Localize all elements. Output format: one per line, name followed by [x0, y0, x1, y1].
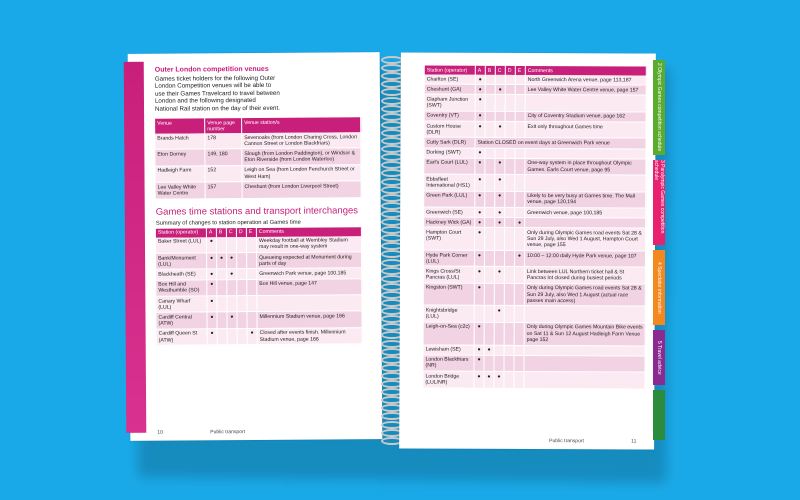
- column-header: A: [475, 66, 485, 75]
- station-name: Kings Cross/St Pancras (LUL): [424, 267, 475, 284]
- table-cell: 157: [205, 182, 242, 199]
- dot-cell: [484, 306, 494, 322]
- dot-cell: [514, 267, 524, 283]
- spiral-ring: [381, 72, 403, 80]
- dot-cell: [494, 355, 504, 371]
- table-cell: Sevenoaks (from London Charing Cross, London Cannon Street or London Blackfriars): [242, 132, 361, 149]
- dot-cell: [237, 279, 247, 295]
- dot-cell: ●: [475, 111, 485, 121]
- stations-table-left: [156, 227, 363, 346]
- dot-cell: [495, 75, 505, 85]
- station-name: Ebbsfleet International (HS1): [424, 174, 475, 191]
- dot-cell: [484, 283, 494, 306]
- column-header: E: [246, 228, 256, 237]
- dot-cell: [505, 158, 515, 174]
- comment-cell: [525, 175, 646, 192]
- dot-cell: [505, 207, 515, 217]
- comment-cell: [525, 148, 646, 159]
- dot-cell: [484, 322, 494, 345]
- dot-cell: [505, 148, 515, 158]
- dot-cell: [217, 269, 227, 279]
- station-name: Bank/Monument (LUL): [156, 253, 207, 270]
- dot-cell: [484, 250, 494, 266]
- dot-cell: ●: [207, 269, 217, 279]
- station-name: Dorking (SWT): [424, 148, 475, 158]
- station-name: Cheshunt (GA): [425, 84, 476, 94]
- dot-cell: ●: [495, 121, 505, 137]
- station-name: Hackney Wick (GA): [424, 217, 475, 227]
- table-row: [424, 250, 646, 267]
- dot-cell: [226, 237, 236, 253]
- table-row: [424, 322, 646, 346]
- station-name: Box Hill and Westhumble (SO): [156, 280, 207, 297]
- dot-cell: [485, 75, 495, 85]
- comment-cell: Queueing expected at Monument during parts of day: [257, 252, 362, 269]
- table-cell: Cutty Sark (DLR): [424, 137, 475, 147]
- dot-cell: [495, 111, 505, 121]
- comment-cell: [524, 306, 645, 323]
- table-header-row: [155, 117, 361, 133]
- dot-cell: [216, 237, 226, 253]
- station-name: Baker Street (LUL): [156, 237, 207, 253]
- table-row: [424, 283, 646, 307]
- dot-cell: [505, 121, 515, 137]
- section-tab: 4 Spectator information: [653, 250, 665, 325]
- dot-cell: [217, 312, 227, 328]
- dot-cell: [246, 237, 256, 253]
- table-row: [156, 295, 362, 313]
- dot-cell: ●: [495, 175, 505, 191]
- dot-cell: ●: [207, 296, 217, 312]
- column-header: B: [485, 66, 495, 75]
- dot-cell: [237, 312, 247, 328]
- dot-cell: [495, 95, 505, 111]
- dot-cell: ●: [207, 312, 217, 328]
- dot-cell: [484, 267, 494, 283]
- dot-cell: [515, 148, 525, 158]
- table-row: [155, 148, 361, 166]
- dot-cell: [505, 175, 515, 191]
- table-cell: 178: [205, 133, 242, 149]
- outer-london-heading: Outer London competition venues: [154, 65, 269, 74]
- comment-cell: City of Coventry Stadium venue, page 162: [525, 111, 646, 122]
- dot-cell: ●: [474, 371, 484, 387]
- column-header: E: [515, 66, 525, 75]
- dot-cell: ●: [475, 218, 485, 228]
- dot-cell: [485, 228, 495, 251]
- dot-cell: ●: [475, 121, 485, 137]
- table-row: [424, 267, 646, 284]
- dot-cell: [217, 279, 227, 295]
- dot-cell: [237, 328, 247, 344]
- comment-cell: Lee Valley White Water Centre venue, page 157: [525, 85, 646, 96]
- dot-cell: [504, 250, 514, 266]
- footer-left: Public transport: [210, 429, 246, 436]
- comment-cell: Exit only throughout Games time: [525, 122, 646, 139]
- dot-cell: ●: [227, 253, 237, 269]
- comment-cell: [257, 295, 362, 312]
- table-row: [425, 94, 647, 111]
- dot-cell: [247, 253, 257, 269]
- comment-cell: One-way system in place throughout Olympic Games. Earls Court venue, page 95: [525, 158, 646, 175]
- dot-cell: [515, 111, 525, 121]
- column-header: Venue station/s: [242, 117, 361, 133]
- dot-cell: ●: [474, 283, 484, 306]
- table-row: [156, 278, 362, 296]
- page-number-right: 11: [631, 438, 637, 445]
- comment-cell: [524, 345, 645, 356]
- column-header: Comments: [525, 66, 646, 76]
- dot-cell: [514, 322, 524, 345]
- dot-cell: [505, 191, 515, 207]
- station-name: Hampton Court (SWT): [424, 228, 475, 251]
- comment-cell: Weekday football at Wembley Stadium may result in one-way system: [256, 236, 361, 253]
- dot-cell: ●: [484, 345, 494, 355]
- table-cell: Station CLOSED on event days at Greenwich Park venue: [475, 138, 646, 149]
- column-header: B: [216, 228, 226, 237]
- table-cell: Cheshunt (from London Liverpool Street): [242, 181, 361, 198]
- table-row: [423, 355, 645, 372]
- dot-cell: ●: [475, 228, 485, 251]
- dot-cell: [515, 175, 525, 191]
- comment-cell: Closed after events finish. Millennium Stadium venue, page 166: [257, 328, 362, 345]
- comment-cell: 10:00 – 12:00 daily Hyde Park venue, page 107: [524, 251, 645, 268]
- comment-cell: Greenwich Park venue, page 100,185: [257, 268, 362, 279]
- dot-cell: [514, 283, 524, 306]
- dot-cell: [484, 355, 494, 371]
- table-cell: Leigh on Sea (from London Fenchurch Street or West Ham): [242, 165, 361, 182]
- dot-cell: [515, 207, 525, 217]
- dot-cell: [485, 95, 495, 111]
- column-header: Station (operator): [425, 66, 476, 75]
- table-row: [423, 371, 645, 388]
- dot-cell: [494, 322, 504, 345]
- dot-cell: ●: [494, 371, 504, 387]
- comment-cell: [524, 372, 645, 389]
- dot-cell: ●: [217, 253, 227, 269]
- table-row: [155, 132, 361, 149]
- comment-cell: Millennium Stadium venue, page 166: [257, 311, 362, 328]
- dot-cell: [247, 269, 257, 279]
- dot-cell: [504, 322, 514, 345]
- dot-cell: ●: [207, 253, 217, 269]
- dot-cell: [247, 296, 257, 312]
- dot-cell: [217, 329, 227, 345]
- section-tab: [653, 390, 665, 440]
- table-row: [424, 121, 646, 138]
- column-header: Venue page number: [205, 118, 242, 133]
- table-cell: Slough (from London Paddington), or Windsor & Eton Riverside (from London Waterloo): [242, 148, 361, 165]
- dot-cell: [504, 355, 514, 371]
- dot-cell: ●: [514, 251, 524, 267]
- section-tab: 2 Olympic Games competition schedule: [653, 60, 665, 155]
- dot-cell: ●: [474, 355, 484, 371]
- station-name: Cardiff Central (ATW): [156, 312, 207, 329]
- section-tab: 3 Paralympic Games competition schedule: [653, 160, 665, 245]
- dot-cell: ●: [484, 371, 494, 387]
- dot-cell: [505, 95, 515, 111]
- dot-cell: [494, 250, 504, 266]
- comment-cell: North Greenwich Arena venue, page 113,187: [525, 75, 646, 85]
- dot-cell: [514, 355, 524, 371]
- dot-cell: [514, 345, 524, 355]
- column-header: D: [236, 228, 246, 237]
- dot-cell: ●: [475, 75, 485, 85]
- column-header: C: [495, 66, 505, 75]
- comment-cell: Link between LUL Northern ticket hall & St Pancras Int closed during busiest periods: [524, 267, 645, 284]
- footer-right: Public transport: [549, 438, 584, 445]
- dot-cell: [504, 283, 514, 306]
- column-header: D: [505, 66, 515, 75]
- comment-cell: [525, 95, 646, 112]
- table-row: [424, 174, 646, 191]
- dot-cell: [515, 158, 525, 174]
- station-name: Hyde Park Corner (LUL): [424, 250, 475, 267]
- station-name: Cardiff Queen St (ATW): [157, 329, 208, 346]
- dot-cell: [227, 296, 237, 312]
- dot-cell: [217, 296, 227, 312]
- comment-cell: Only during Olympic Games Mountain Bike events on Sat 11 & Sun 12 August Hadleigh Farm Venue page 152: [524, 322, 645, 345]
- column-header: A: [206, 228, 216, 237]
- table-cell: 152: [205, 165, 242, 182]
- dot-cell: [515, 85, 525, 95]
- dot-cell: ●: [495, 158, 505, 174]
- comment-cell: Greenwich venue, page 100,185: [525, 208, 646, 219]
- dot-cell: [515, 75, 525, 85]
- table-row: [424, 228, 646, 252]
- dot-cell: [514, 306, 524, 322]
- dot-cell: [504, 267, 514, 283]
- station-name: London Bridge (LUL/NR): [423, 371, 474, 388]
- dot-cell: ●: [475, 95, 485, 111]
- dot-cell: [505, 111, 515, 121]
- station-name: Charlton (SE): [425, 75, 476, 85]
- dot-cell: [505, 218, 515, 228]
- dot-cell: [247, 312, 257, 328]
- dot-cell: [515, 228, 525, 251]
- spiral-ring: [381, 80, 403, 88]
- station-name: Greenwich (SE): [424, 207, 475, 217]
- dot-cell: [505, 75, 515, 85]
- table-cell: Lee Valley White Water Centre: [156, 182, 206, 199]
- dot-cell: ●: [495, 218, 505, 228]
- dot-cell: ●: [475, 175, 485, 191]
- dot-cell: [504, 306, 514, 322]
- left-page-edge: [124, 62, 147, 433]
- dot-cell: ●: [495, 207, 505, 217]
- dot-cell: ●: [474, 322, 484, 345]
- spiral-ring: [381, 56, 403, 64]
- dot-cell: [495, 148, 505, 158]
- section-title: Games time stations and transport interchanges: [155, 204, 359, 218]
- dot-cell: ●: [475, 191, 485, 207]
- dot-cell: ●: [495, 85, 505, 95]
- dot-cell: [485, 111, 495, 121]
- dot-cell: [227, 279, 237, 295]
- dot-cell: [494, 345, 504, 355]
- station-name: Coventry (VT): [425, 111, 476, 121]
- section-tab: 5 Travel advice: [653, 330, 665, 385]
- dot-cell: [504, 372, 514, 388]
- dot-cell: ●: [207, 279, 217, 295]
- intro-text: Games ticket holders for the following Outer London Competition venues will be able to use their Games Travelcard to travel between London and the following designated National Rail station on the day of their event.: [154, 74, 280, 113]
- column-header: C: [226, 228, 236, 237]
- spiral-binding: [381, 56, 401, 446]
- left-page: [128, 52, 383, 441]
- dot-cell: [485, 121, 495, 137]
- station-name: London Blackfriars (NR): [423, 355, 474, 372]
- dot-cell: ●: [494, 267, 504, 283]
- dot-cell: ●: [475, 158, 485, 174]
- comment-cell: [524, 355, 645, 372]
- dot-cell: ●: [475, 207, 485, 217]
- dot-cell: [485, 218, 495, 228]
- dot-cell: ●: [474, 267, 484, 283]
- dot-cell: [514, 372, 524, 388]
- dot-cell: [247, 279, 257, 295]
- column-header: Station (operator): [156, 228, 207, 237]
- dot-cell: [494, 283, 504, 306]
- dot-cell: [485, 158, 495, 174]
- dot-cell: ●: [475, 148, 485, 158]
- dot-cell: [504, 345, 514, 355]
- page-number-left: 10: [157, 429, 163, 436]
- comment-cell: [525, 218, 646, 229]
- dot-cell: [485, 175, 495, 191]
- dot-cell: [515, 95, 525, 111]
- dot-cell: [237, 269, 247, 279]
- dot-cell: ●: [475, 84, 485, 94]
- spiral-ring: [381, 64, 403, 72]
- dot-cell: [505, 85, 515, 95]
- dot-cell: ●: [495, 191, 505, 207]
- stations-table-right: [423, 66, 646, 389]
- dot-cell: [485, 207, 495, 217]
- dot-cell: ●: [515, 218, 525, 228]
- table-cell: Eton Dorney: [155, 149, 205, 166]
- right-page: [399, 52, 656, 449]
- table-row: [424, 306, 646, 323]
- table-row: [157, 328, 363, 346]
- table-row: [424, 191, 646, 208]
- station-name: Knightsbridge (LUL): [424, 306, 475, 323]
- dot-cell: ●: [494, 306, 504, 322]
- summary-text: Summary of changes to station operation at Games time: [155, 219, 301, 227]
- table-cell: Hadleigh Farm: [155, 166, 205, 183]
- column-header: Venue: [155, 118, 205, 133]
- dot-cell: ●: [227, 269, 237, 279]
- station-name: Green Park (LUL): [424, 191, 475, 208]
- comment-cell: Likely to be very busy at Games time. The Mall venue, page 120,194: [525, 191, 646, 208]
- station-name: Clapham Junction (SWT): [425, 94, 476, 111]
- dot-cell: [515, 121, 525, 137]
- comment-cell: Box Hill venue, page 147: [257, 278, 362, 295]
- dot-cell: ●: [207, 329, 217, 345]
- dot-cell: ●: [474, 345, 484, 355]
- dot-cell: ●: [247, 328, 257, 344]
- table-row: [156, 181, 362, 199]
- dot-cell: [495, 228, 505, 251]
- dot-cell: [474, 306, 484, 322]
- station-name: Earl's Court (LUL): [424, 158, 475, 175]
- table-cell: 149, 180: [205, 149, 242, 166]
- dot-cell: [236, 237, 246, 253]
- comment-cell: Only during Olympic Games road events Sat 28 & Sun 29 July, also Wed 1 August, Hampton Court venue, page 155: [525, 228, 646, 251]
- dot-cell: [505, 228, 515, 251]
- dot-cell: ●: [227, 312, 237, 328]
- station-name: Leigh-on-Sea (c2c): [424, 322, 475, 345]
- dot-cell: [485, 148, 495, 158]
- table-row: [155, 165, 361, 183]
- dot-cell: [485, 191, 495, 207]
- station-name: Blackheath (SE): [156, 269, 207, 280]
- dot-cell: [237, 296, 247, 312]
- table-row: [156, 311, 362, 329]
- dot-cell: ●: [474, 250, 484, 266]
- station-name: Canary Wharf (LUL): [156, 296, 207, 313]
- column-header: Comments: [256, 227, 361, 237]
- table-cell: Brands Hatch: [155, 133, 205, 149]
- station-name: Custom House (DLR): [424, 121, 475, 138]
- dot-cell: [227, 329, 237, 345]
- dot-cell: ●: [206, 237, 216, 253]
- table-row: [424, 158, 646, 175]
- dot-cell: [485, 85, 495, 95]
- dot-cell: [515, 191, 525, 207]
- table-row: [156, 236, 362, 253]
- venues-table: [155, 117, 362, 199]
- station-name: Kingston (SWT): [424, 283, 475, 306]
- dot-cell: [237, 253, 247, 269]
- table-row: [156, 252, 362, 270]
- comment-cell: Only during Olympic Games road events Sat 28 & Sun 29 July, also Wed 1 August (actual race passes main access): [524, 283, 645, 306]
- station-name: Lewisham (SE): [424, 345, 475, 355]
